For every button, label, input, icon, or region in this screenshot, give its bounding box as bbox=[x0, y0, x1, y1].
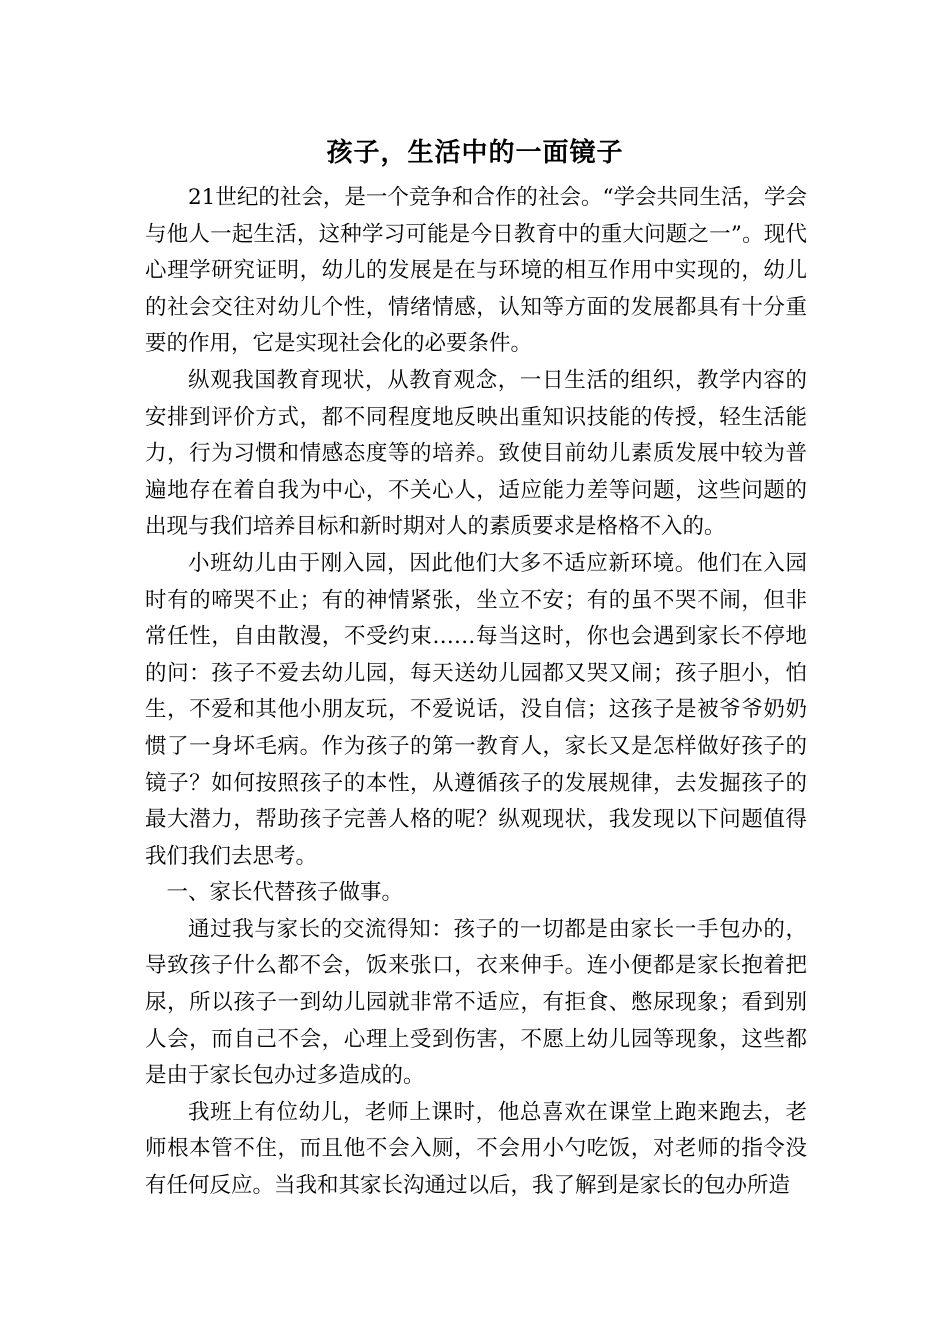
paragraph-parent-communication: 通过我与家长的交流得知：孩子的一切都是由家长一手包办的，导致孩子什么都不会，饭来张口，衣来伸手。连小便都是家长抱着把尿，所以孩子一到幼儿园就非常不适应，有拒食、憋尿现象；看到别人会，而自己不会，心理上受到伤害，不愿上幼儿园等现象，这些都是由于家长包办过多造成的。 bbox=[145, 916, 807, 1089]
paragraph-class-example: 我班上有位幼儿，老师上课时，他总喜欢在课堂上跑来跑去，老师根本管不住，而且他不会入厕，不会用小勺吃饭，对老师的指令没有任何反应。当我和其家长沟通过以后，我了解到是家长的包办所造 bbox=[145, 1099, 807, 1199]
paragraph-intro: 21世纪的社会，是一个竞争和合作的社会。“学会共同生活，学会与他人一起生活，这种学习可能是今日教育中的重大问题之一”。现代心理学研究证明，幼儿的发展是在与环境的相互作用中实现的，幼儿的社会交往对幼儿个性，情绪情感，认知等方面的发展都具有十分重要的作用，它是实现社会化的必要条件。 bbox=[145, 185, 807, 357]
document-body bbox=[145, 180, 807, 1205]
paragraph-small-class: 小班幼儿由于刚入园，因此他们大多不适应新环境。他们在入园时有的啼哭不止；有的神情紧张，坐立不安；有的虽不哭不闹，但非常任性，自由散漫，不受约束……每当这时，你也会遇到家长不停地的问：孩子不爱去幼儿园，每天送幼儿园都又哭又闹；孩子胆小，怕生，不爱和其他小朋友玩，不爱说话，没自信；这孩子是被爷爷奶奶惯了一身坏毛病。作为孩子的第一教育人，家长又是怎样做好孩子的镜子？如何按照孩子的本性，从遵循孩子的发展规律，去发掘孩子的最大潜力，帮助孩子完善人格的呢？纵观现状，我发现以下问题值得我们我们去思考。 bbox=[145, 550, 807, 869]
section-heading-1: 一、家长代替孩子做事。 bbox=[166, 880, 404, 906]
paragraph-education-status: 纵观我国教育现状，从教育观念，一日生活的组织，教学内容的安排到评价方式，都不同程度地反映出重知识技能的传授，轻生活能力，行为习惯和情感态度等的培养。致使目前幼儿素质发展中较为普遍地存在着自我为中心，不关心人，适应能力差等问题，这些问题的出现与我们培养目标和新时期对人的素质要求是格格不入的。 bbox=[145, 367, 807, 540]
document-title: 孩子，生活中的一面镜子 bbox=[326, 138, 624, 168]
